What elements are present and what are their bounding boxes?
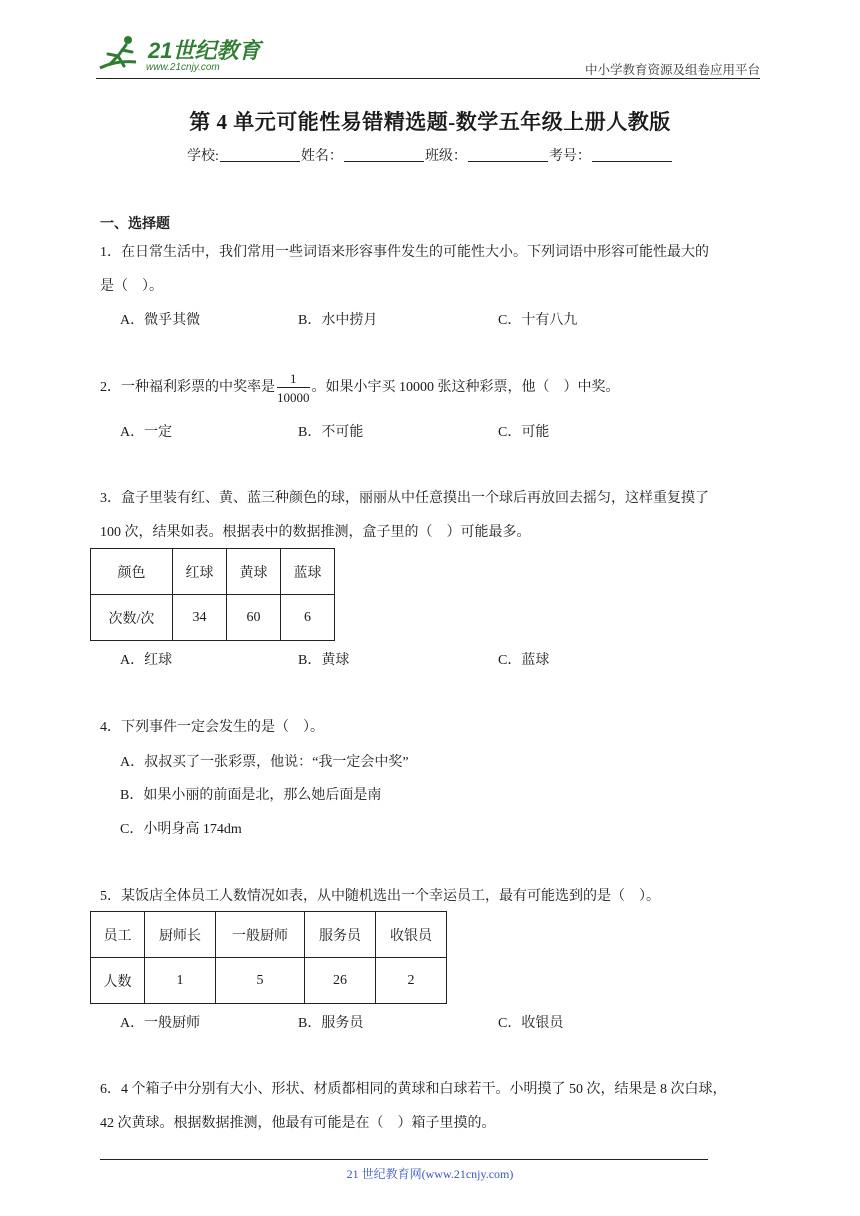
fraction-denominator: 10000	[277, 390, 310, 405]
name-blank[interactable]	[344, 147, 424, 162]
table-cell: 6	[281, 595, 335, 641]
question-1-line-2: 是（ ）。	[100, 279, 163, 294]
table-cell: 60	[227, 595, 281, 641]
table-cell: 红球	[173, 549, 227, 595]
table-cell: 1	[145, 958, 216, 1004]
table-header-row	[91, 912, 447, 958]
table-cell: 34	[173, 595, 227, 641]
exam-no-blank[interactable]	[592, 147, 672, 162]
table-cell: 收银员	[376, 912, 447, 958]
fraction-numerator: 1	[277, 372, 310, 388]
question-3-option-b[interactable]: B．黄球	[298, 653, 350, 668]
question-4-line: 4．下列事件一定会发生的是（ ）。	[100, 720, 324, 735]
question-4-option-b[interactable]: B．如果小丽的前面是北，那么她后面是南	[120, 788, 382, 803]
question-4-option-a[interactable]: A．叔叔买了一张彩票，他说：“我一定会中奖”	[120, 755, 409, 770]
logo-text: 21世纪教育	[148, 38, 261, 63]
question-3-line-2: 100 次，结果如表。根据表中的数据推测，盒子里的（ ）可能最多。	[100, 525, 531, 540]
question-5-option-c[interactable]: C．收银员	[498, 1016, 564, 1031]
table-cell: 服务员	[305, 912, 376, 958]
table-cell: 员工	[91, 912, 145, 958]
site-logo	[96, 32, 266, 78]
table-cell: 5	[216, 958, 305, 1004]
header-divider	[96, 78, 760, 79]
question-4-option-c[interactable]: C．小明身高 174dm	[120, 822, 242, 837]
question-6-line-2: 42 次黄球。根据数据推测，他最有可能是在（ ）箱子里摸的。	[100, 1116, 496, 1131]
question-1-option-b[interactable]: B．水中捞月	[298, 313, 378, 328]
question-3-line-1: 3．盒子里装有红、黄、蓝三种颜色的球，丽丽从中任意摸出一个球后再放回去摇匀，这样重复摸了	[100, 491, 709, 506]
question-3-table	[90, 548, 335, 641]
footer-divider	[100, 1159, 708, 1160]
school-blank[interactable]	[220, 147, 300, 162]
table-cell: 人数	[91, 958, 145, 1004]
question-2-prefix: 2．一种福利彩票的中奖率是	[100, 380, 275, 396]
exam-no-label: 考号：	[548, 149, 591, 164]
question-3-option-c[interactable]: C．蓝球	[498, 653, 550, 668]
class-label: 班级：	[424, 149, 467, 164]
table-cell: 次数/次	[91, 595, 173, 641]
table-cell: 黄球	[227, 549, 281, 595]
question-5-option-b[interactable]: B．服务员	[298, 1016, 364, 1031]
table-row	[91, 595, 335, 641]
question-1-option-a[interactable]: A．微乎其微	[120, 313, 201, 328]
table-cell: 颜色	[91, 549, 173, 595]
question-5-table	[90, 911, 447, 1004]
platform-label: 中小学教育资源及组卷应用平台	[584, 63, 760, 77]
student-info-line	[0, 145, 860, 165]
question-2-option-b[interactable]: B．不可能	[298, 425, 364, 440]
name-label: 姓名：	[300, 149, 343, 164]
table-cell: 一般厨师	[216, 912, 305, 958]
question-2-option-a[interactable]: A．一定	[120, 425, 173, 440]
table-row	[91, 958, 447, 1004]
question-6-line-1: 6．4 个箱子中分别有大小、形状、材质都相同的黄球和白球若干。小明摸了 50 次，结果是 8 次白球，	[100, 1082, 727, 1097]
table-cell: 厨师长	[145, 912, 216, 958]
logo-url: www.21cnjy.com	[146, 62, 220, 73]
table-cell: 蓝球	[281, 549, 335, 595]
table-cell: 2	[376, 958, 447, 1004]
table-cell: 26	[305, 958, 376, 1004]
question-5-line: 5．某饭店全体员工人数情况如表，从中随机选出一个幸运员工，最有可能选到的是（ ）。	[100, 889, 660, 904]
question-3-option-a[interactable]: A．红球	[120, 653, 173, 668]
question-2-line	[100, 372, 620, 404]
question-2-option-c[interactable]: C．可能	[498, 425, 550, 440]
page-title: 第 4 单元可能性易错精选题-数学五年级上册人教版	[189, 110, 671, 134]
question-1-option-c[interactable]: C．十有八九	[498, 313, 578, 328]
school-label: 学校:	[187, 149, 219, 164]
section-heading: 一、选择题	[100, 215, 170, 231]
runner-logo-icon	[96, 32, 152, 78]
question-5-option-a[interactable]: A．一般厨师	[120, 1016, 201, 1031]
probability-fraction	[277, 372, 310, 404]
class-blank[interactable]	[468, 147, 548, 162]
question-2-suffix: 。如果小宇买 10000 张这种彩票，他（ ）中奖。	[311, 380, 620, 396]
question-1-line-1: 1．在日常生活中，我们常用一些词语来形容事件发生的可能性大小。下列词语中形容可能性最大的	[100, 245, 709, 260]
footer-link[interactable]: 21 世纪教育网(www.21cnjy.com)	[346, 1167, 514, 1181]
table-header-row	[91, 549, 335, 595]
